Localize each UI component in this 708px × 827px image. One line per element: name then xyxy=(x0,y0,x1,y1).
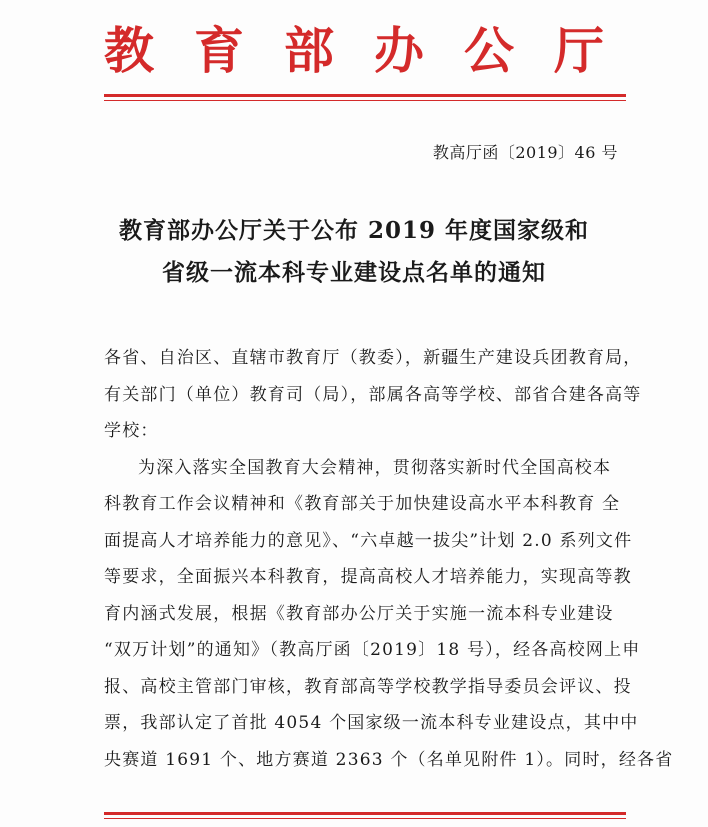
body-line: “双万计划”的通知》（教高厅函〔2019〕18 号），经各高校网上申 xyxy=(104,640,641,660)
masthead-rule-thick xyxy=(104,94,626,97)
masthead-char: 部 xyxy=(284,21,334,80)
body-line: 等要求，全面振兴本科教育，提高高校人才培养能力，实现高等教 xyxy=(104,567,632,587)
title-line-2: 省级一流本科专业建设点名单的通知 xyxy=(162,259,546,286)
body-line: 为深入落实全国教育大会精神，贯彻落实新时代全国高校本 xyxy=(138,457,612,478)
masthead xyxy=(104,16,604,78)
body-line: 面提高人才培养能力的意见》、“六卓越一拔尖”计划 2.0 系列文件 xyxy=(104,530,633,551)
addressee-line: 有关部门（单位）教育司（局），部属各高等学校、部省合建各高等 xyxy=(104,384,642,405)
masthead-char: 公 xyxy=(464,21,514,80)
footer-rule-thick xyxy=(104,812,626,815)
document-number: 教高厅函〔2019〕46 号 xyxy=(432,143,618,162)
body-line: 央赛道 1691 个、地方赛道 2363 个（名单见附件 1）。同时，经各省 xyxy=(104,749,674,770)
masthead-char: 育 xyxy=(194,21,244,80)
masthead-char: 办 xyxy=(374,21,424,80)
addressee xyxy=(104,340,642,450)
document-body xyxy=(104,340,674,778)
body-line: 育内涵式发展，根据《教育部办公厅关于实施一流本科专业建设 xyxy=(104,603,614,624)
footer-rule-thin xyxy=(104,818,626,819)
body-line: 报、高校主管部门审核，教育部高等学校教学指导委员会评议、投 xyxy=(104,676,632,697)
masthead-rule-thin xyxy=(104,100,626,101)
addressee-line: 学校： xyxy=(104,421,159,441)
title-line-1: 教育部办公厅关于公布 2019 年度国家级和 xyxy=(118,217,590,244)
body-line: 票，我部认定了首批 4054 个国家级一流本科专业建设点，其中中 xyxy=(104,713,639,733)
addressee-line: 各省、自治区、直辖市教育厅（教委），新疆生产建设兵团教育局， xyxy=(104,348,642,368)
body-line: 科教育工作会议精神和《教育部关于加快建设高水平本科教育 全 xyxy=(104,494,621,514)
masthead-char: 厅 xyxy=(554,21,604,80)
body-paragraph xyxy=(104,450,674,779)
masthead-char: 教 xyxy=(104,21,154,80)
